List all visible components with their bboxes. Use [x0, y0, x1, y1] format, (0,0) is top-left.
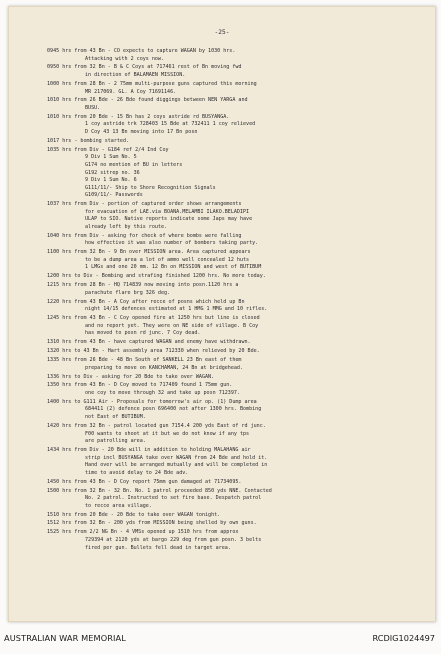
diary-entry — [47, 315, 431, 338]
diary-entry-line: 1215 hrs from 28 Bn - HQ 714839 now moving into posn.1120 hrs a — [47, 282, 239, 289]
diary-entry-line: and no report yet. They were on NE side of village. B Coy — [85, 322, 259, 329]
diary-entry-line: 1510 hrs from 20 Bde - 20 Bde to take over WAGAN tonight. — [47, 511, 221, 518]
diary-entry-line: MR 217069. GL. A Coy 71691146. — [85, 88, 177, 95]
diary-entry-line: 684411 (2) defence posn 696400 not after 1300 hrs. Bombing — [85, 406, 262, 413]
diary-entry-line: 1320 hrs to 43 Bn - Hart assembly area 712330 when relieved by 20 Bde. — [47, 348, 260, 355]
diary-entry-line: 1335 hrs from 26 Bde - 48 Bn South of SANKELL 23 Bn east of them — [47, 357, 242, 364]
diary-entry — [47, 64, 431, 79]
diary-entry-line: G192 sitrep no. 36 — [85, 169, 140, 176]
diary-entry-line: are patrolling area. — [85, 438, 146, 445]
diary-entry — [47, 488, 431, 511]
diary-entry-line: 1100 hrs from 32 Bn - 9 Bn over MISSION area. Area captured appears — [47, 249, 251, 256]
diary-entry — [47, 233, 431, 248]
diary-entry-line: 1336 hrs to Div - asking for 20 Bde to take over WAGAN. — [47, 373, 215, 380]
diary-entry-line: F00 wants to shoot at it but we do not know if any tps — [85, 430, 250, 437]
diary-entry-line: 9 Div 1 Sum No. 6 — [85, 177, 137, 184]
diary-entry-line: 1310 hrs from 43 Bn - have captured WAGAN and enemy have withdrawn. — [47, 339, 251, 346]
diary-entry — [47, 382, 431, 397]
diary-entry — [47, 512, 431, 520]
diary-entry-line: already left by this route. — [85, 223, 168, 230]
diary-entry-line: 1 LMGs and one 20 mm. 12 Bn on MISSION and west of BUTIBUM — [85, 264, 262, 271]
diary-entry — [47, 282, 431, 297]
diary-entry-line: 1 coy astride trk 728403 15 Bde at 732411 1 coy relieved — [85, 121, 256, 128]
diary-entry — [47, 114, 431, 137]
diary-entry-line: No. 2 patrol. Instructed to set fire base. Despatch patrol — [85, 495, 262, 502]
diary-entry-line: for evacuation of LAE.via BOANA.MELAMBI ILAKO.BELADIPI — [85, 208, 250, 215]
diary-entry-line: 1220 hrs from 43 Bn - A Coy after recce of posns which held up Bn — [47, 298, 245, 305]
diary-entry-line: 1000 hrs from 28 Bn - 2 75mm multi-purpose guns captured this morning — [47, 80, 257, 87]
diary-entry-line: 1434 hrs from Div - 20 Bde will in addition to holding MALAHANG air — [47, 447, 251, 453]
diary-entry-line: 1200 hrs to Div - Bombing and strafing finished 1200 hrs. No more today. — [47, 273, 266, 280]
diary-entry-line: 1400 hrs to G111 Air - Proposals for tomorrow's air op. (1) Dump area — [47, 398, 257, 405]
diary-entry — [47, 529, 431, 552]
diary-entry-line: 1035 hrs from Div - G184 ref 2/4 Ind Coy — [47, 146, 169, 153]
diary-entry-line: 1512 hrs from 32 Bn - 200 yds from MISSION being shelled by own guns. — [47, 520, 257, 527]
diary-entry-line: G111/11/- Ship to Shore Recognition Signals — [85, 184, 216, 191]
diary-entry — [47, 97, 431, 112]
diary-entry-line: 1245 hrs from 43 Bn - C Coy opened fire at 1250 hrs but line is closed — [47, 315, 260, 322]
diary-entry-line: how effective it was also number of bombers taking party. — [85, 240, 259, 247]
diary-entry — [47, 479, 431, 487]
diary-entry-line: has moved to posn rd junc. 7 Coy dead. — [85, 330, 201, 337]
archive-name: AUSTRALIAN WAR MEMORIAL — [4, 633, 126, 643]
diary-entry-line: 1420 hrs from 32 Bn - patrol located gun 7154.4 200 yds East of rd junc. — [47, 422, 266, 429]
diary-entry — [47, 348, 431, 356]
diary-entry — [47, 81, 431, 96]
diary-entry — [47, 374, 431, 382]
diary-entry-line: strip incl BUSYANGA take over WAGAN from 24 Bde and hold it. — [85, 454, 268, 461]
diary-entry-line: 1037 hrs from Div - portion of captured order shows arrangements — [47, 201, 242, 208]
diary-entry-line: 1500 hrs from 32 Bn - 32 Bn. No. 1 patrol proceeded 850 yds NNE. Contacted — [47, 487, 272, 494]
diary-entry — [47, 357, 431, 372]
diary-entry-line: parachute flare brg 326 deg. — [85, 289, 171, 296]
diary-entry — [47, 339, 431, 347]
page-number: -25- — [214, 29, 230, 36]
diary-entry-line: night 14/15 defences estimated at 1 HMG 1 MMG and 10 rifles. — [85, 306, 268, 313]
diary-entry-line: 9 Div 1 Sum No. 5 — [85, 154, 137, 161]
war-diary-entries — [47, 48, 431, 553]
diary-entry-line: preparing to move on KANCHAMAN, 24 Bn at bridgehead. — [85, 364, 244, 371]
diary-entry-line: ULAP to SIO. Native reports indicate some Japs may have — [85, 216, 253, 223]
diary-entry — [47, 48, 431, 63]
diary-entry-line: Attacking with 2 coys now. — [85, 55, 165, 62]
diary-entry-line: D Coy 43 13 Bn moving into 17 Bn posn — [85, 129, 198, 136]
diary-entry — [47, 520, 431, 528]
diary-entry-line: 1010 hrs from 20 Bde - 15 Bn has 2 coys astride rd BUSYANGA. — [47, 113, 230, 120]
archive-footer — [0, 626, 441, 654]
diary-entry-line: one coy to move through 32 and take up posn 712397. — [85, 390, 240, 396]
diary-entry-line: G174 no mention of BU in letters — [85, 162, 183, 168]
diary-entry — [47, 147, 431, 200]
diary-entry-line: 1040 hrs from Div - asking for check of where bombs were falling — [47, 232, 242, 239]
diary-entry — [47, 399, 431, 422]
diary-entry-line: Hand over will be arranged mutually and will be completed in — [85, 462, 268, 469]
diary-entry-line: 0950 hrs from 32 Bn - B & C Coys at 717461 rest of Bn moving fwd — [47, 64, 242, 71]
document-id: RCDIG1024497 — [372, 633, 435, 643]
diary-entry-line: 1525 hrs from 2/2 NG Bn - 4 VMSs opened up 1510 hrs from approx — [47, 529, 239, 536]
diary-entry-line: BUSU. — [85, 105, 101, 111]
diary-entry-line: 1450 hrs from 43 Bn - D Coy report 75mm gun damaged at 71734095. — [47, 478, 242, 485]
diary-entry — [47, 201, 431, 231]
diary-entry-line: to be a dump area a lot of ammo well concealed 12 huts — [85, 256, 250, 263]
diary-entry-line: in direction of BALAMAEN MISSION. — [85, 72, 186, 79]
diary-entry — [47, 273, 431, 281]
document-page — [8, 6, 436, 622]
diary-entry — [47, 249, 431, 272]
diary-entry-line: 1017 hrs - bombing started. — [47, 137, 130, 144]
diary-entry — [47, 447, 431, 477]
diary-entry-line: to recce area village. — [85, 502, 152, 509]
diary-entry-line: 1350 hrs from 43 Bn - D Coy moved to 717409 found 1 75mm gun. — [47, 382, 233, 389]
diary-entry-line: fired per gun. Bullets fell dead in target area. — [85, 544, 231, 551]
diary-entry-line: not East of BUTIBUM. — [85, 414, 146, 421]
diary-entry-line: G109/11/- Passwords — [85, 192, 143, 199]
diary-entry — [47, 423, 431, 446]
diary-entry-line: 1010 hrs from 26 Bde - 26 Bde found diggings between NEN YARGA and — [47, 97, 248, 104]
diary-entry — [47, 299, 431, 314]
diary-entry — [47, 138, 431, 146]
diary-entry-line: 0945 hrs from 43 Bn - CO expects to capture WAGAN by 1030 hrs. — [47, 48, 236, 54]
diary-entry-line: 729394 at 2120 yds at bargo 229 deg from gun posn. 3 belts — [85, 536, 262, 543]
diary-entry-line: time to avoid delay to 24 Bde adv. — [85, 469, 189, 476]
